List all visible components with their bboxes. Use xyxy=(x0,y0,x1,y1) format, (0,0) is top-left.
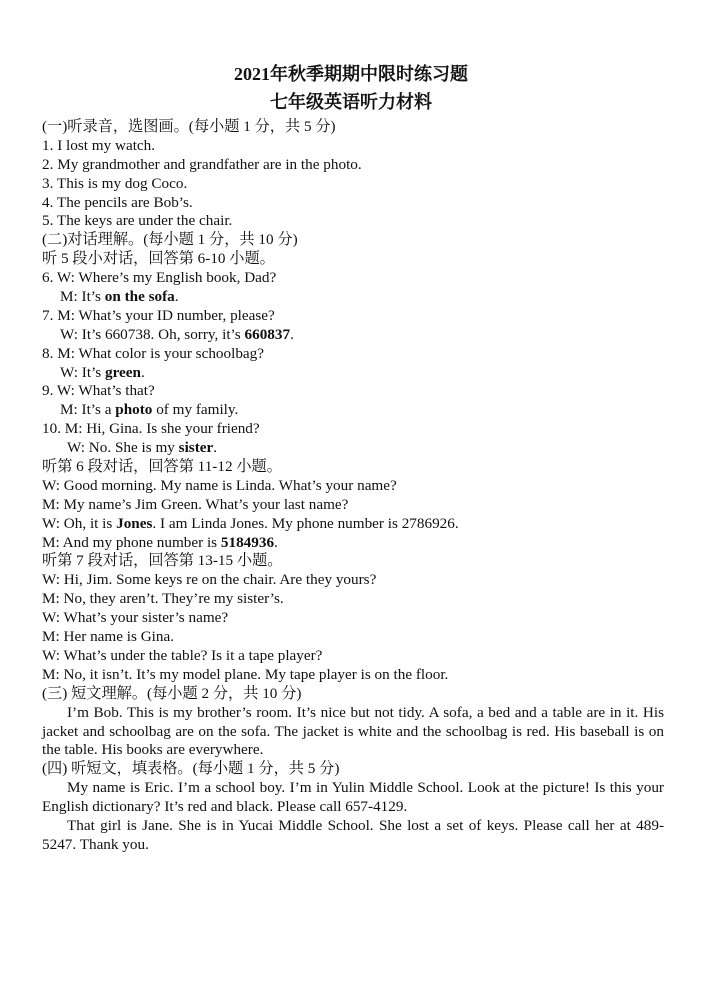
part2-instruction: 听 5 段小对话，回答第 6-10 小题。 xyxy=(42,250,275,268)
q9-answer-key: photo xyxy=(115,401,153,419)
dialog6-line: M: And my phone number is 5184936. xyxy=(42,533,278,551)
document-title: 2021年秋季期期中限时练习题 xyxy=(234,64,468,84)
dialog7-line: M: No, it isn’t. It’s my model plane. My tape player is on the floor. xyxy=(42,665,449,683)
part1-item-3: 3. This is my dog Coco. xyxy=(42,174,188,192)
q7-answer-key: 660837 xyxy=(244,325,291,343)
part3-passage: I’m Bob. This is my brother’s room. It’s nice but not tidy. A sofa, a bed and a table are in it. His jacket and schoolbag are on the sofa. The jacket is white and the schoolbag is red. His baseball is on the table. His books are everywhere. xyxy=(42,703,664,759)
dialog6-key-phone: 5184936 xyxy=(220,533,275,551)
q8-question: 8. M: What color is your schoolbag? xyxy=(42,344,265,362)
part4-heading: (四) 听短文，填表格。(每小题 1 分，共 5 分) xyxy=(42,760,340,778)
part1-item-5: 5. The keys are under the chair. xyxy=(42,212,233,230)
q7-answer: W: It’s 660738. Oh, sorry, it’s 660837. xyxy=(60,325,294,343)
part1-heading: (一)听录音，选图画。(每小题 1 分，共 5 分) xyxy=(42,118,336,135)
dialog6-instruction: 听第 6 段对话，回答第 11-12 小题。 xyxy=(42,458,282,476)
dialog6-line: W: Good morning. My name is Linda. What’s your name? xyxy=(42,476,397,494)
part4-passage-2: That girl is Jane. She is in Yucai Middle School. She lost a set of keys. Please call her at 489-5247. Thank you. xyxy=(42,817,664,853)
dialog7-line: W: Hi, Jim. Some keys re on the chair. Are they yours? xyxy=(42,571,377,589)
q9-question: 9. W: What’s that? xyxy=(42,382,155,400)
part4-passage-1: My name is Eric. I’m a school boy. I’m in Yulin Middle School. Look at the picture! Is this your English dictionary? It’s red and black. Please call 657-4129. xyxy=(42,779,664,816)
dialog7-line: W: What’s your sister’s name? xyxy=(42,609,229,627)
part1-item-4: 4. The pencils are Bob’s. xyxy=(42,193,193,211)
part1-item-2: 2. My grandmother and grandfather are in the photo. xyxy=(42,155,362,173)
document-body xyxy=(42,118,664,855)
part3-heading: (三) 短文理解。(每小题 2 分，共 10 分) xyxy=(42,684,302,702)
dialog6-key-jones: Jones xyxy=(116,514,153,532)
part1-item-1: 1. I lost my watch. xyxy=(42,136,156,154)
dialog7-instruction: 听第 7 段对话，回答第 13-15 小题。 xyxy=(42,552,283,570)
part2-heading: (二)对话理解。(每小题 1 分，共 10 分) xyxy=(42,231,298,249)
dialog6-line: W: Oh, it is Jones. I am Linda Jones. My phone number is 2786926. xyxy=(42,514,459,532)
q8-answer: W: It’s green. xyxy=(60,363,145,381)
q8-answer-key: green xyxy=(105,363,141,381)
q10-answer: W: No. She is my sister. xyxy=(67,439,218,457)
q6-answer-key: on the sofa xyxy=(104,288,175,306)
q9-answer: M: It’s a photo of my family. xyxy=(60,401,239,419)
q10-question: 10. M: Hi, Gina. Is she your friend? xyxy=(42,420,260,438)
document-subtitle: 七年级英语听力材料 xyxy=(270,92,432,112)
dialog7-line: M: Her name is Gina. xyxy=(42,628,175,646)
q6-answer: M: It’s on the sofa. xyxy=(60,288,179,306)
q10-answer-key: sister xyxy=(178,439,214,457)
q7-question: 7. M: What’s your ID number, please? xyxy=(42,306,275,324)
dialog7-line: M: No, they aren’t. They’re my sister’s. xyxy=(42,590,284,608)
dialog7-line: W: What’s under the table? Is it a tape player? xyxy=(42,646,323,664)
dialog6-line: M: My name’s Jim Green. What’s your last name? xyxy=(42,495,349,513)
q6-question: 6. W: Where’s my English book, Dad? xyxy=(42,269,277,287)
